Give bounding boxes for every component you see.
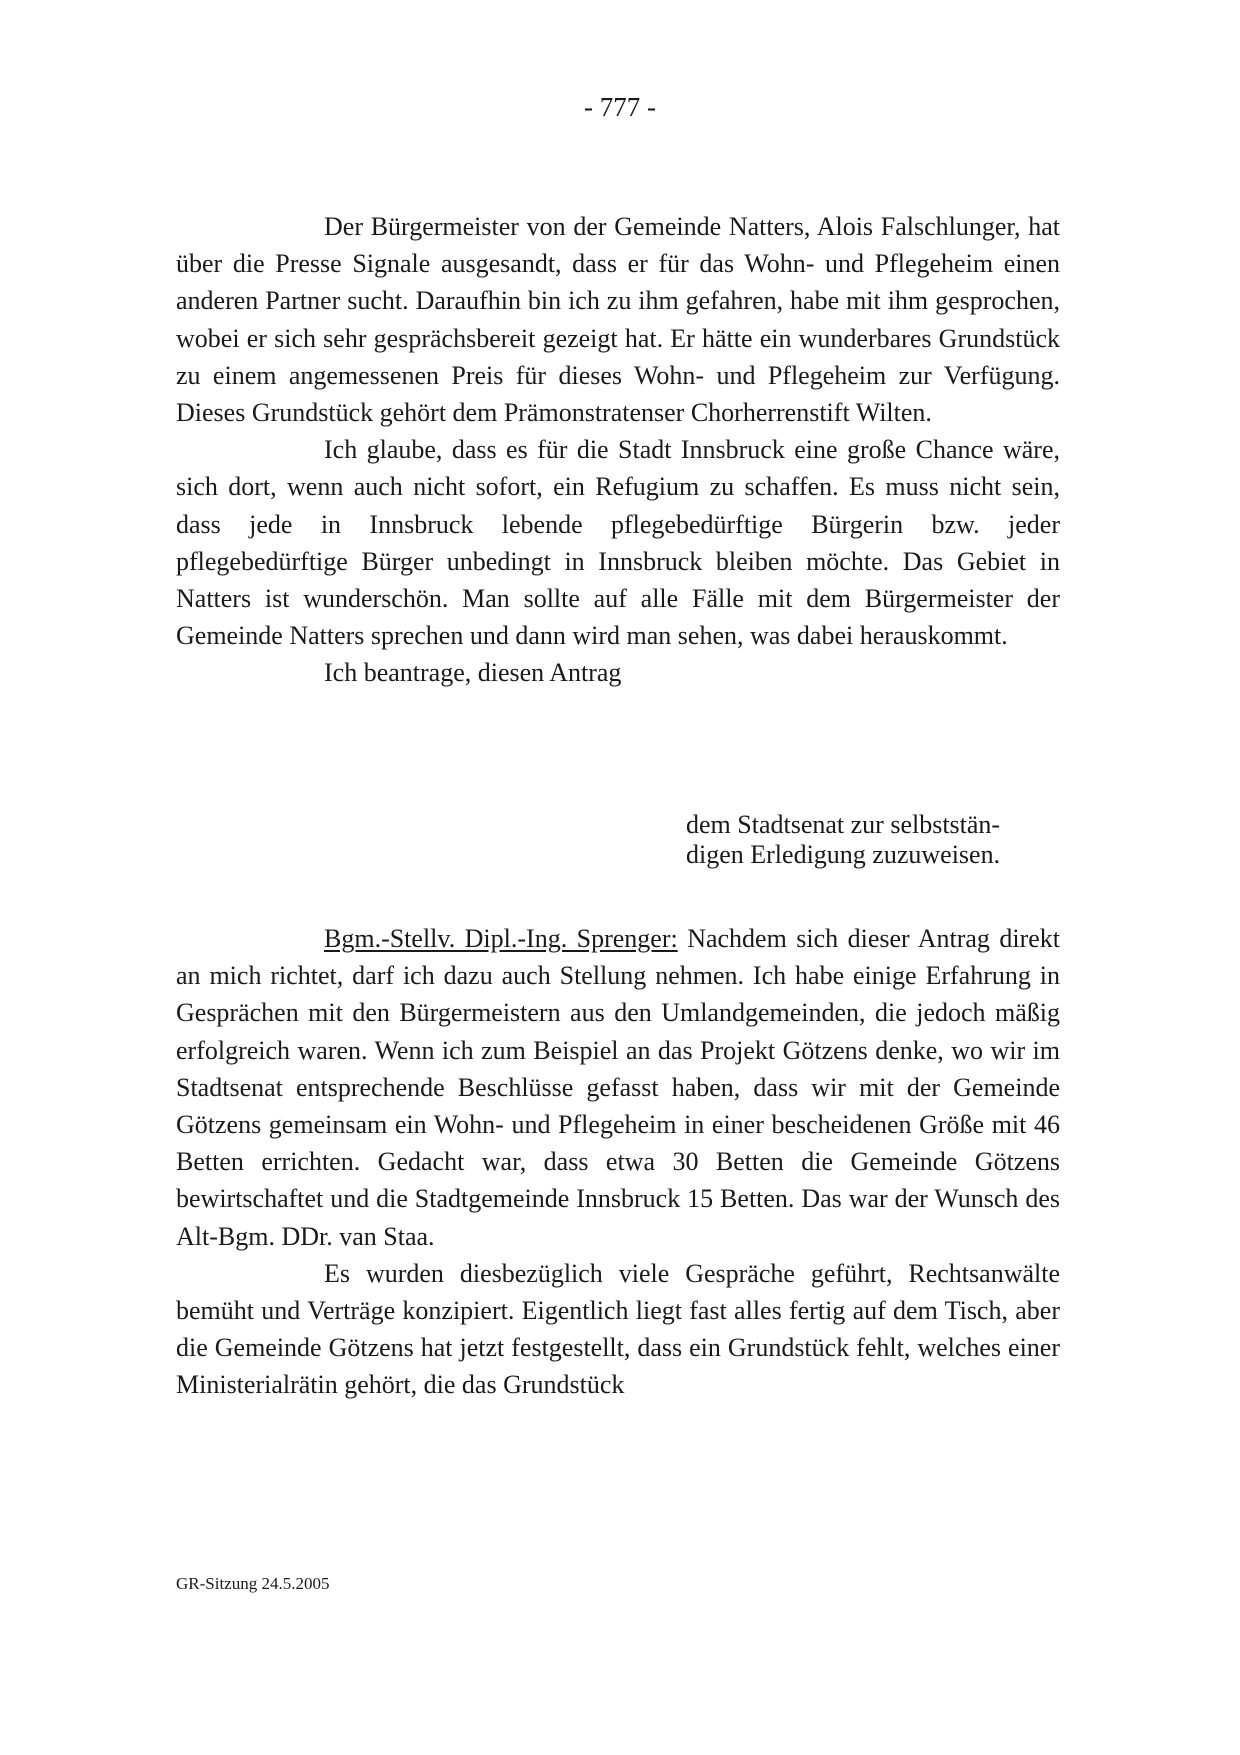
motion-decision bbox=[686, 810, 1046, 870]
text-block-top bbox=[176, 208, 1060, 692]
paragraph-natters: Der Bürgermeister von der Gemeinde Natters, Alois Falschlunger, hat über die Presse Signale ausgesandt, dass er für das Wohn- und Pflegeheim einen anderen Partner sucht. Daraufhin bin ich zu ihm gefahren, habe mit ihm gesprochen, wobei er sich sehr gesprächsbereit gezeigt hat. Er hätte ein wunderbares Grundstück zu einem angemessenen Preis für dieses Wohn- und Pflegeheim zur Verfügung. Dieses Grundstück gehört dem Prämonstratenser Chorherrenstift Wilten. bbox=[176, 212, 1060, 428]
footer-session: GR-Sitzung 24.5.2005 bbox=[176, 1574, 330, 1593]
paragraph-sprenger bbox=[176, 920, 1060, 1255]
speaker-name: Bgm.-Stellv. Dipl.-Ing. Sprenger: bbox=[324, 924, 678, 953]
text-block-bottom bbox=[176, 920, 1060, 1404]
motion-line-1: dem Stadtsenat zur selbststän- bbox=[686, 810, 1001, 839]
page-number: - 777 - bbox=[584, 92, 656, 122]
paragraph-sprenger-text: Nachdem sich dieser Antrag direkt an mich richtet, darf ich dazu auch Stellung nehmen. Ich habe einige Erfahrung in Gesprächen mit den Bürgermeistern aus den Umlandgemeinden, die jedoch mäßig erfolgreich waren. Wenn ich zum Beispiel an das Projekt Götzens denke, wo wir im Stadtsenat entsprechende Beschlüsse gefasst haben, dass wir mit der Gemeinde Götzens gemeinsam ein Wohn- und Pflegeheim in einer bescheidenen Größe mit 46 Betten errichten. Gedacht war, dass etwa 30 Betten die Gemeinde Götzens bewirtschaftet und die Stadtgemeinde Innsbruck 15 Betten. Das war der Wunsch des Alt-Bgm. DDr. van Staa. bbox=[176, 924, 1060, 1251]
motion-line-2: digen Erledigung zuzuweisen. bbox=[686, 840, 1001, 869]
motion-lead: Ich beantrage, diesen Antrag bbox=[324, 658, 622, 688]
paragraph-refugium: Ich glaube, dass es für die Stadt Innsbruck eine große Chance wäre, sich dort, wenn auch nicht sofort, ein Refugium zu schaffen. Es muss nicht sein, dass jede in Innsbruck lebende pflegebedürftige Bürgerin bzw. jeder pflegebedürftige Bürger unbedingt in Innsbruck bleiben möchte. Das Gebiet in Natters ist wunderschön. Man sollte auf alle Fälle mit dem Bürgermeister der Gemeinde Natters sprechen und dann wird man sehen, was dabei herauskommt. bbox=[176, 435, 1060, 651]
paragraph-goetzens: Es wurden diesbezüglich viele Gespräche geführt, Rechtsanwälte bemüht und Verträge konzipiert. Eigentlich liegt fast alles fertig auf dem Tisch, aber die Gemeinde Götzens hat jetzt festgestellt, dass ein Grundstück fehlt, welches einer Ministerialrätin gehört, die das Grundstück bbox=[176, 1258, 1060, 1400]
